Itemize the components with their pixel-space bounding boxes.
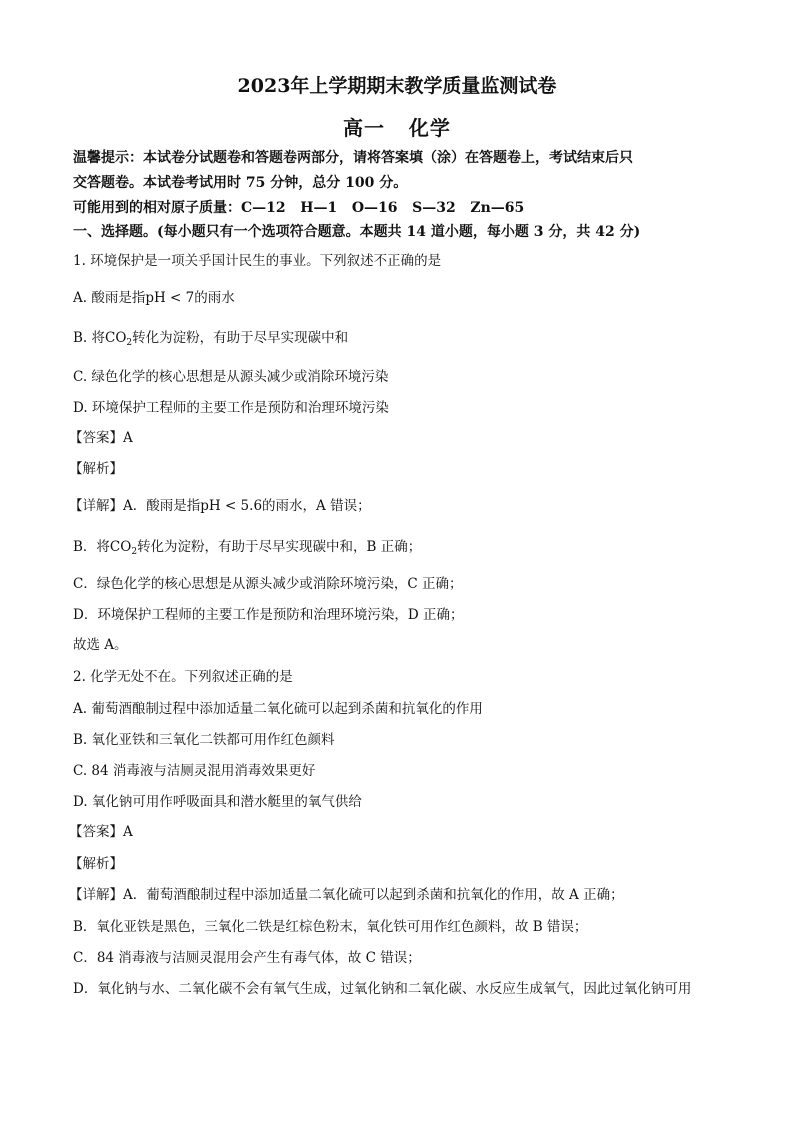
- atomic-mass-line: 可能用到的相对原子质量：C—12 H—1 O—16 S—32 Zn—65: [73, 200, 525, 216]
- q1-exp-b-sub: 2: [131, 547, 138, 557]
- q1-b-formula: [105, 330, 132, 346]
- q1-exp-b-pre: B．将: [73, 539, 110, 555]
- q1-detail: [69, 494, 719, 514]
- q1-option-b: [73, 326, 723, 348]
- q1-explain-c: C．绿色化学的核心思想是从源头减少或消除环境污染，C 正确；: [73, 576, 463, 592]
- q1-stem: 1. 环境保护是一项关乎国计民生的事业。下列叙述不正确的是: [73, 253, 442, 269]
- notice-line-1: 温馨提示：本试卷分试题卷和答题卷两部分，请将答案填（涂）在答题卷上，考试结束后只: [73, 150, 633, 166]
- q1-exp-b-co: CO: [109, 539, 132, 555]
- q2-detail: 【详解】A．葡萄酒酿制过程中添加适量二氧化硫可以起到杀菌和抗氧化的作用，故 A 正确；: [69, 887, 624, 903]
- q2-option-a: A. 葡萄酒酿制过程中添加适量二氧化硫可以起到杀菌和抗氧化的作用: [73, 701, 483, 717]
- q1-b-sub: 2: [126, 338, 133, 348]
- exam-title: 2023年上学期期末教学质量监测试卷: [237, 75, 557, 97]
- q1-option-d: D. 环境保护工程师的主要工作是预防和治理环境污染: [73, 400, 389, 416]
- q1-option-c: C. 绿色化学的核心思想是从源头减少或消除环境污染: [73, 369, 389, 385]
- q2-answer: 【答案】A: [69, 824, 133, 840]
- q2-analysis-label: 【解析】: [69, 856, 123, 872]
- q1-analysis-label: 【解析】: [69, 461, 123, 477]
- q1-detail-post: 的雨水，A 错误；: [262, 498, 371, 514]
- q1-explain-b: [73, 535, 723, 557]
- q1-b-text-post: 转化为淀粉，有助于尽早实现碳中和: [132, 330, 349, 346]
- q2-option-b: B. 氧化亚铁和三氧化二铁都可用作红色颜料: [73, 732, 335, 748]
- q2-explain-d: D．氧化钠与水、二氧化碳不会有氧气生成，过氧化钠和二氧化碳、水反应生成氧气，因此过氧化钠可用: [73, 981, 692, 997]
- q1-detail-pre: 【详解】A．酸雨是指: [69, 498, 201, 514]
- q1-exp-b-formula: [110, 539, 137, 555]
- q2-option-c: C. 84 消毒液与洁厕灵混用消毒效果更好: [73, 763, 316, 779]
- q1-detail-formula: pH < 5.6: [200, 498, 263, 514]
- q1-a-formula: pH < 7: [145, 290, 195, 306]
- q1-b-co: CO: [105, 330, 127, 346]
- q1-answer: 【答案】A: [69, 430, 133, 446]
- q1-option-a: [73, 286, 723, 306]
- q2-option-d: D. 氧化钠可用作呼吸面具和潜水艇里的氧气供给: [73, 794, 362, 810]
- q1-b-text-pre: B. 将: [73, 330, 106, 346]
- q2-stem: 2. 化学无处不在。下列叙述正确的是: [73, 669, 293, 685]
- subject-text: 高一 化学: [343, 116, 451, 140]
- notice-line-2: 交答题卷。本试卷考试用时 75 分钟，总分 100 分。: [73, 175, 408, 191]
- q2-explain-b: B．氧化亚铁是黑色，三氧化二铁是红棕色粉末，氧化铁可用作红色颜料，故 B 错误；: [73, 919, 588, 935]
- section-heading: 一、选择题。(每小题只有一个选项符合题意。本题共 14 道小题，每小题 3 分，共 42 分): [73, 224, 641, 240]
- q1-choose: 故选 A。: [73, 637, 128, 653]
- q2-explain-c: C．84 消毒液与洁厕灵混用会产生有毒气体，故 C 错误；: [73, 950, 421, 966]
- q1-explain-d: D．环境保护工程师的主要工作是预防和治理环境污染，D 正确；: [73, 607, 464, 623]
- q1-exp-b-post: 转化为淀粉，有助于尽早实现碳中和，B 正确；: [137, 539, 422, 555]
- q1-a-text-post: 的雨水: [194, 290, 235, 306]
- exam-subject: [0, 112, 794, 141]
- q1-a-text-pre: A. 酸雨是指: [73, 290, 146, 306]
